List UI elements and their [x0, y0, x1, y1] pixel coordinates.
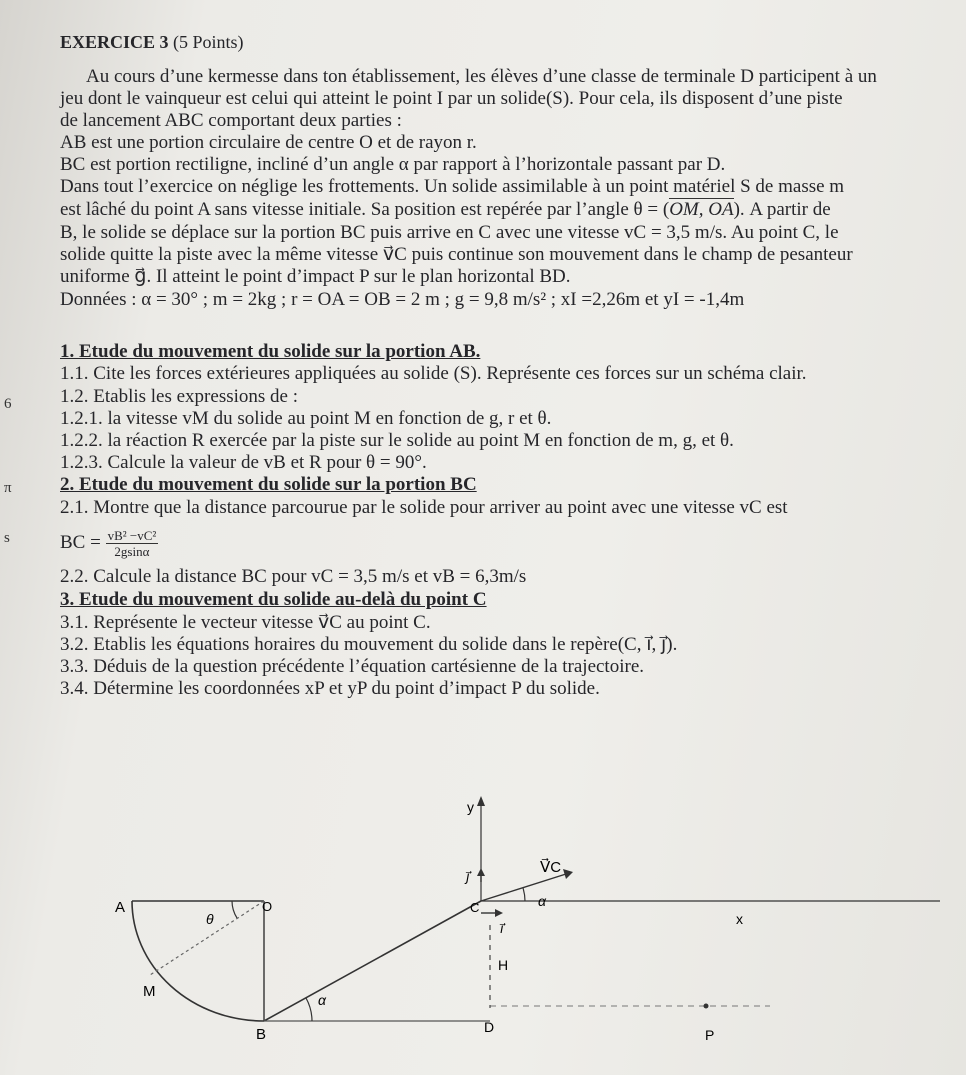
title-text: EXERCICE 3	[60, 32, 169, 52]
question: 2.2. Calcule la distance BC pour vC = 3,5 m/s et vB = 6,3m/s	[60, 566, 527, 587]
label-j: j⃗	[466, 869, 470, 884]
y-axis-arrow	[477, 796, 485, 806]
label-vc: V⃗C	[540, 859, 562, 876]
question: 3.1. Représente le vecteur vitesse v⃗C au point C.	[60, 612, 431, 633]
velocity-arrow	[563, 869, 573, 879]
formula-numerator: vB² −vC²	[107, 528, 157, 543]
question: 3.2. Etablis les équations horaires du mouvement du solide dans le repère(C, i⃗, j⃗).	[60, 634, 678, 655]
margin-mark: s	[4, 530, 10, 546]
question: 3.4. Détermine les coordonnées xP et yP du point d’impact P du solide.	[60, 678, 600, 699]
intro-line: de lancement ABC comportant deux parties :	[60, 110, 402, 131]
formula-denominator: 2gsinα	[114, 544, 150, 559]
question: 1.2.1. la vitesse vM du solide au point M en fonction de g, r et θ.	[60, 408, 552, 429]
question: 2.1. Montre que la distance parcourue par le solide pour arriver au point avec une vitesse vC est	[60, 497, 788, 518]
unit-i-arrow	[495, 909, 503, 917]
margin-mark: π	[4, 480, 12, 496]
data-line: Données : α = 30° ; m = 2kg ; r = OA = OB = 2 m ; g = 9,8 m/s² ; xI =2,26m et yI = -1,4m	[60, 289, 745, 310]
label-p: P	[705, 1027, 715, 1043]
question: 1.2. Etablis les expressions de :	[60, 386, 298, 407]
part2-heading: 2. Etude du mouvement du solide sur la portion BC	[60, 474, 477, 495]
question: 3.3. Déduis de la question précédente l’équation cartésienne de la trajectoire.	[60, 656, 644, 677]
label-d: D	[484, 1019, 495, 1035]
intro-line: Dans tout l’exercice on néglige les frottements. Un solide assimilable à un point matériel S de masse m	[60, 176, 845, 197]
question: 1.1. Cite les forces extérieures appliquées au solide (S). Représente ces forces sur un schéma clair.	[60, 363, 807, 384]
label-h: H	[498, 957, 509, 973]
label-alpha-top: α	[538, 893, 546, 909]
label-theta: θ	[206, 911, 214, 927]
intro-text: ). A partir de	[733, 199, 831, 220]
alpha-arc-bottom	[306, 998, 312, 1021]
label-alpha-bottom: α	[318, 992, 326, 1008]
formula-lhs: BC =	[60, 531, 101, 553]
label-m: M	[143, 983, 156, 1000]
intro-line: solide quitte la piste avec la même vitesse v⃗C puis continue son mouvement dans le champ de pesanteur	[60, 244, 853, 265]
intro-line: BC est portion rectiligne, incliné d’un angle α par rapport à l’horizontale passant par D.	[60, 154, 726, 175]
intro-text: est lâché du point A sans vitesse initiale. Sa position est repérée par l’angle θ = (	[60, 199, 670, 220]
velocity-vector	[481, 874, 566, 901]
intro-line: AB est une portion circulaire de centre O et de rayon r.	[60, 132, 477, 153]
label-i: i⃗	[500, 921, 504, 936]
part3-heading: 3. Etude du mouvement du solide au-delà du point C	[60, 589, 487, 610]
question: 1.2.3. Calcule la valeur de vB et R pour θ = 90°.	[60, 452, 427, 473]
arc-ab	[132, 901, 264, 1021]
intro-line: jeu dont le vainqueur est celui qui atteint le point I par un solide(S). Pour cela, ils disposent d’une piste	[60, 88, 843, 109]
label-b: B	[256, 1026, 267, 1043]
label-a: A	[115, 899, 126, 916]
unit-j-arrow	[477, 868, 485, 876]
intro-line: Au cours d’une kermesse dans ton établissement, les élèves d’une classe de terminale D participent à un	[86, 66, 877, 87]
label-c: C	[470, 900, 480, 915]
incline-bc	[264, 901, 481, 1021]
margin-mark: 6	[4, 396, 12, 412]
theta-arc	[232, 901, 237, 918]
label-y: y	[467, 799, 474, 815]
question: 1.2.2. la réaction R exercée par la piste sur le solide au point M en fonction de m, g, et θ.	[60, 430, 734, 451]
alpha-arc-top	[523, 888, 525, 901]
points-text: (5 Points)	[173, 32, 244, 52]
label-x: x	[736, 911, 743, 927]
intro-line: B, le solide se déplace sur la portion BC puis arrive en C avec une vitesse vC = 3,5 m/s. Au point C, le	[60, 222, 839, 243]
impact-point	[704, 1004, 709, 1009]
part1-heading: 1. Etude du mouvement du solide sur la portion AB.	[60, 341, 481, 362]
intro-line: uniforme g⃗. Il atteint le point d’impact P sur le plan horizontal BD.	[60, 266, 571, 287]
angle-vectors: OM, OA	[669, 199, 734, 220]
label-o: O	[262, 899, 273, 914]
